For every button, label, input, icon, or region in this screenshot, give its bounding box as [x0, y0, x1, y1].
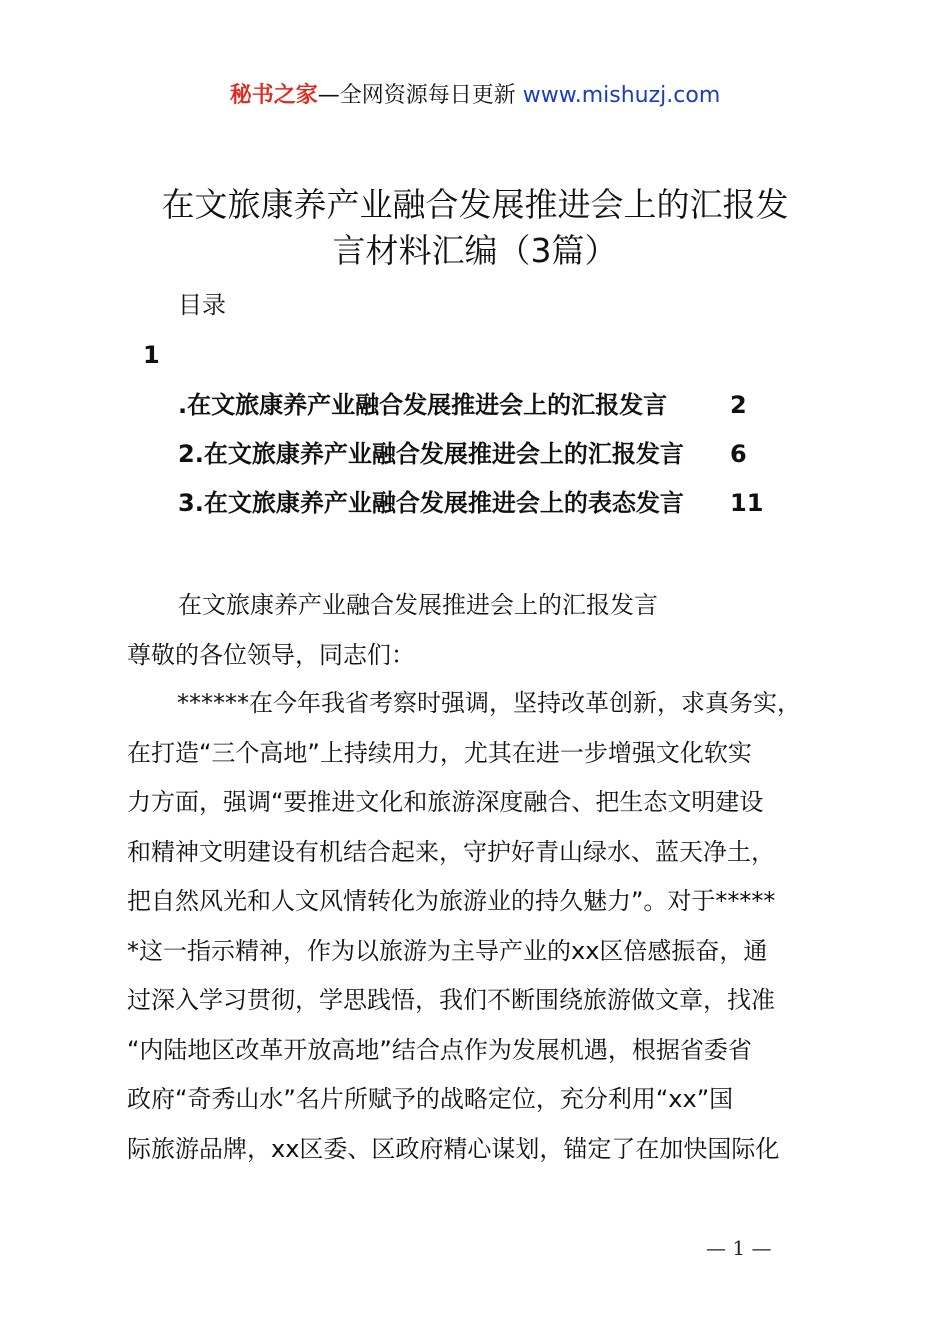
toc-item-3[interactable] — [178, 486, 764, 520]
site-tagline: —全网资源每日更新 — [317, 83, 523, 108]
toc-item-1-page: 2 — [730, 391, 747, 419]
site-brand: 秘书之家 — [229, 83, 318, 108]
toc-item-2[interactable] — [178, 437, 747, 471]
document-title — [120, 182, 830, 274]
toc-item-2-text: 2.在文旅康养产业融合发展推进会上的汇报发言 — [178, 440, 684, 468]
body-line: ******在今年我省考察时强调，坚持改革创新，求真务实， — [177, 689, 801, 717]
body-line: *这一指示精神，作为以旅游为主导产业的xx区倍感振奋，通 — [127, 936, 768, 965]
salutation: 尊敬的各位领导，同志们： — [127, 641, 415, 669]
toc-heading: 目录 — [178, 291, 226, 319]
body-line: 在打造“三个高地”上持续用力，尤其在进一步增强文化软实 — [127, 738, 752, 767]
body-paragraph — [127, 686, 847, 1181]
site-header — [0, 80, 950, 112]
body-line: 和精神文明建设有机结合起来，守护好青山绿水、蓝天净土， — [127, 837, 775, 866]
toc-item-1[interactable] — [178, 388, 747, 422]
body-line: 政府“奇秀山水”名片所赋予的战略定位，充分利用“xx”国 — [127, 1085, 734, 1113]
body-line: 力方面，强调“要推进文化和旅游深度融合、把生态文明建设 — [127, 788, 764, 816]
document-title-line-1: 在文旅康养产业融合发展推进会上的汇报发 — [161, 185, 789, 224]
toc-item-2-page: 6 — [730, 440, 747, 468]
body-line: 过深入学习贯彻，学思践悟，我们不断围绕旅游做文章，找准 — [127, 986, 775, 1014]
page-number: — 1 — — [706, 1236, 772, 1260]
toc-first-number: 1 — [143, 341, 160, 369]
site-url-link[interactable]: www.mishuzj.com — [522, 83, 721, 108]
section-title: 在文旅康养产业融合发展推进会上的汇报发言 — [178, 591, 658, 619]
body-line: 把自然风光和人文风情转化为旅游业的持久魅力”。对于***** — [127, 887, 776, 915]
toc-item-3-text: 3.在文旅康养产业融合发展推进会上的表态发言 — [178, 489, 684, 517]
toc-item-1-text: .在文旅康养产业融合发展推进会上的汇报发言 — [178, 391, 668, 419]
body-line: “内陆地区改革开放高地”结合点作为发展机遇，根据省委省 — [127, 1035, 752, 1064]
document-title-line-2: 言材料汇编（3篇） — [332, 231, 618, 270]
body-line: 际旅游品牌，xx区委、区政府精心谋划，锚定了在加快国际化 — [127, 1134, 780, 1163]
toc-item-3-page: 11 — [730, 489, 764, 517]
